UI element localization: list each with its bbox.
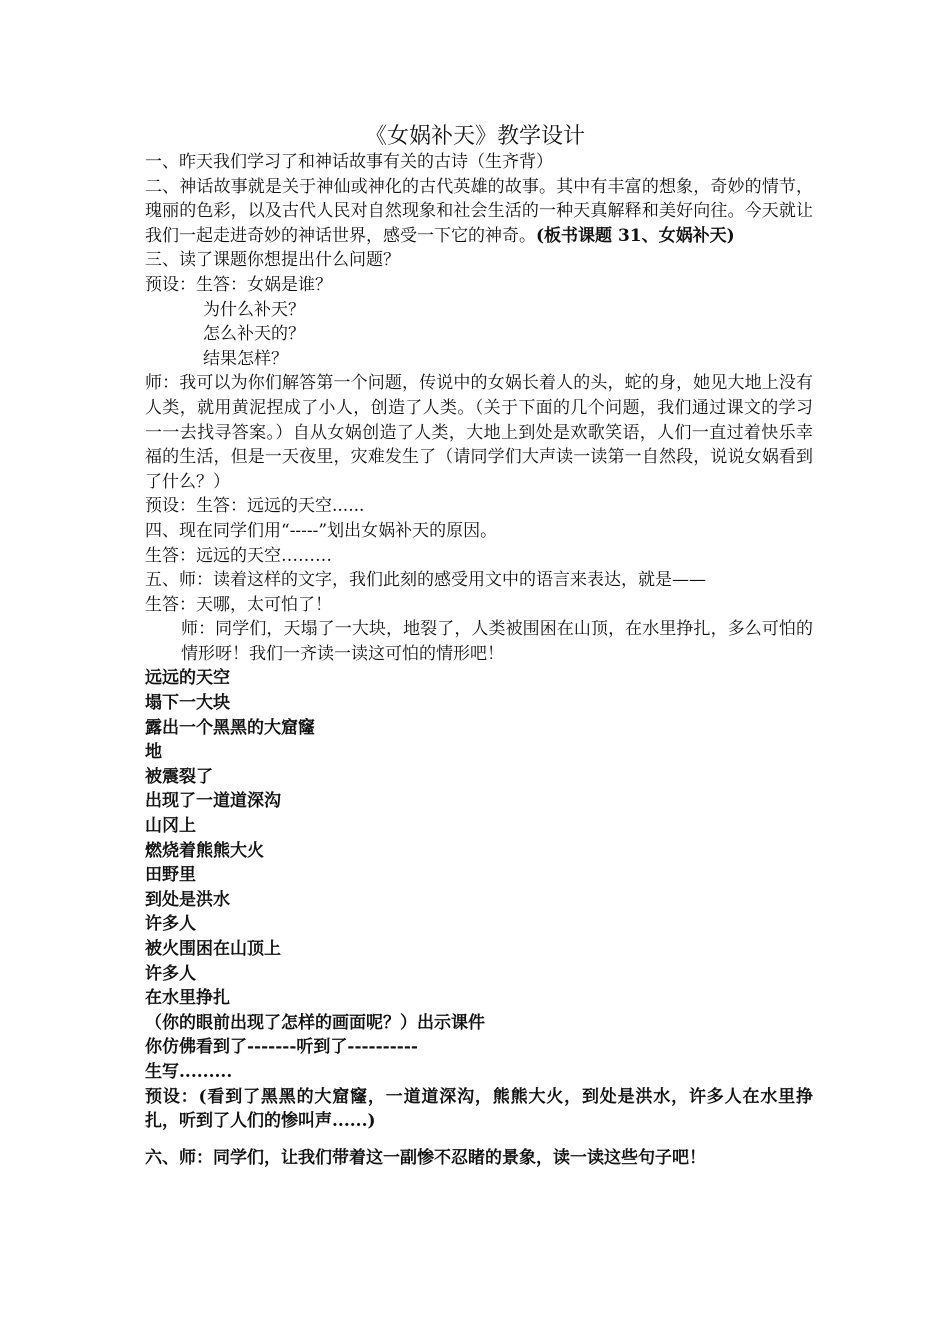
poem-line: 被震裂了: [145, 766, 213, 787]
poem-line: 被火围困在山顶上: [145, 939, 281, 959]
student-answer-2: 生答：天哪，太可怕了！: [145, 594, 332, 615]
fill-in-prompt: 你仿佛看到了-------听到了----------: [145, 1037, 418, 1058]
preset-answer-2: 预设：生答：远远的天空......: [145, 496, 365, 517]
blackboard-title-note: (板书课题 31、女娲补天): [536, 225, 735, 246]
question-how: 怎么补天的？: [203, 324, 305, 345]
page-title: 《女娲补天》教学设计: [364, 124, 585, 149]
question-result: 结果怎样？: [203, 348, 288, 369]
poem-lines: [145, 666, 813, 1010]
teacher-explanation: 师：我可以为你们解答第一个问题，传说中的女娲长着人的头，蛇的身，她见大地上没有人类，就用黄泥捏成了小人，创造了人类。（关于下面的几个问题，我们通过课文的学习一一去找寻答案。）自从女娲创造了人类，大地上到处是欢歌笑语，人们一直过着快乐幸福的生活，但是一天夜里，灾难发生了（请同学们大声读一读第一自然段，说说女娲看到了什么？）: [145, 373, 813, 492]
section-4: 四、现在同学们用“-----”划出女娲补天的原因。: [145, 520, 498, 541]
section-3: 三、读了课题你想提出什么问题？: [145, 250, 400, 271]
poem-line: 山冈上: [145, 816, 196, 837]
poem-line: 许多人: [145, 963, 196, 984]
preset-answer-3: 预设：(看到了黑黑的大窟窿，一道道深沟，熊熊大火，到处是洪水，许多人在水里挣扎，听到了人们的惨叫声......): [145, 1086, 813, 1132]
poem-line: 塌下一大块: [145, 693, 230, 714]
poem-line: 田野里: [145, 865, 196, 886]
section-2: [145, 175, 813, 249]
show-courseware: （你的眼前出现了怎样的画面呢？）出示课件: [145, 1012, 485, 1033]
preset-answer-1: 预设：生答：女娲是谁？: [145, 274, 332, 295]
student-answer-1: 生答：远远的天空………: [145, 545, 332, 566]
question-why: 为什么补天？: [203, 299, 305, 320]
student-writing: 生写.........: [145, 1061, 233, 1082]
section-1: 一、昨天我们学习了和神话故事有关的古诗（生齐背）: [145, 152, 553, 172]
poem-line: 在水里挣扎: [145, 988, 230, 1009]
poem-line: 燃烧着熊熊大火: [145, 840, 264, 861]
document-body: [145, 150, 813, 1170]
poem-line: 许多人: [145, 914, 196, 935]
poem-line: 到处是洪水: [145, 889, 230, 910]
section-2-text: 二、神话故事就是关于神仙或神化的古代英雄的故事。其中有丰富的想象，奇妙的情节，瑰丽的色彩，以及古代人民对自然现象和社会生活的一种天真解释和美好向往。今天就让我们一起走进奇妙的神话世界，感受一下它的神奇。: [145, 176, 813, 246]
teacher-prompt: 师：同学们，天塌了一大块，地裂了，人类被围困在山顶，在水里挣扎，多么可怕的情形呀！我们一齐读一读这可怕的情形吧！: [181, 619, 813, 664]
poem-line: 出现了一道道深沟: [145, 791, 281, 812]
section-6: 六、师：同学们，让我们带着这一副惨不忍睹的景象，读一读这些句子吧！: [145, 1147, 706, 1168]
poem-line: 远远的天空: [145, 668, 230, 689]
poem-line: 露出一个黑黑的大窟窿: [145, 717, 315, 738]
section-5: 五、师：读着这样的文字，我们此刻的感受用文中的语言来表达，就是——: [145, 570, 706, 591]
poem-line: 地: [145, 742, 162, 763]
